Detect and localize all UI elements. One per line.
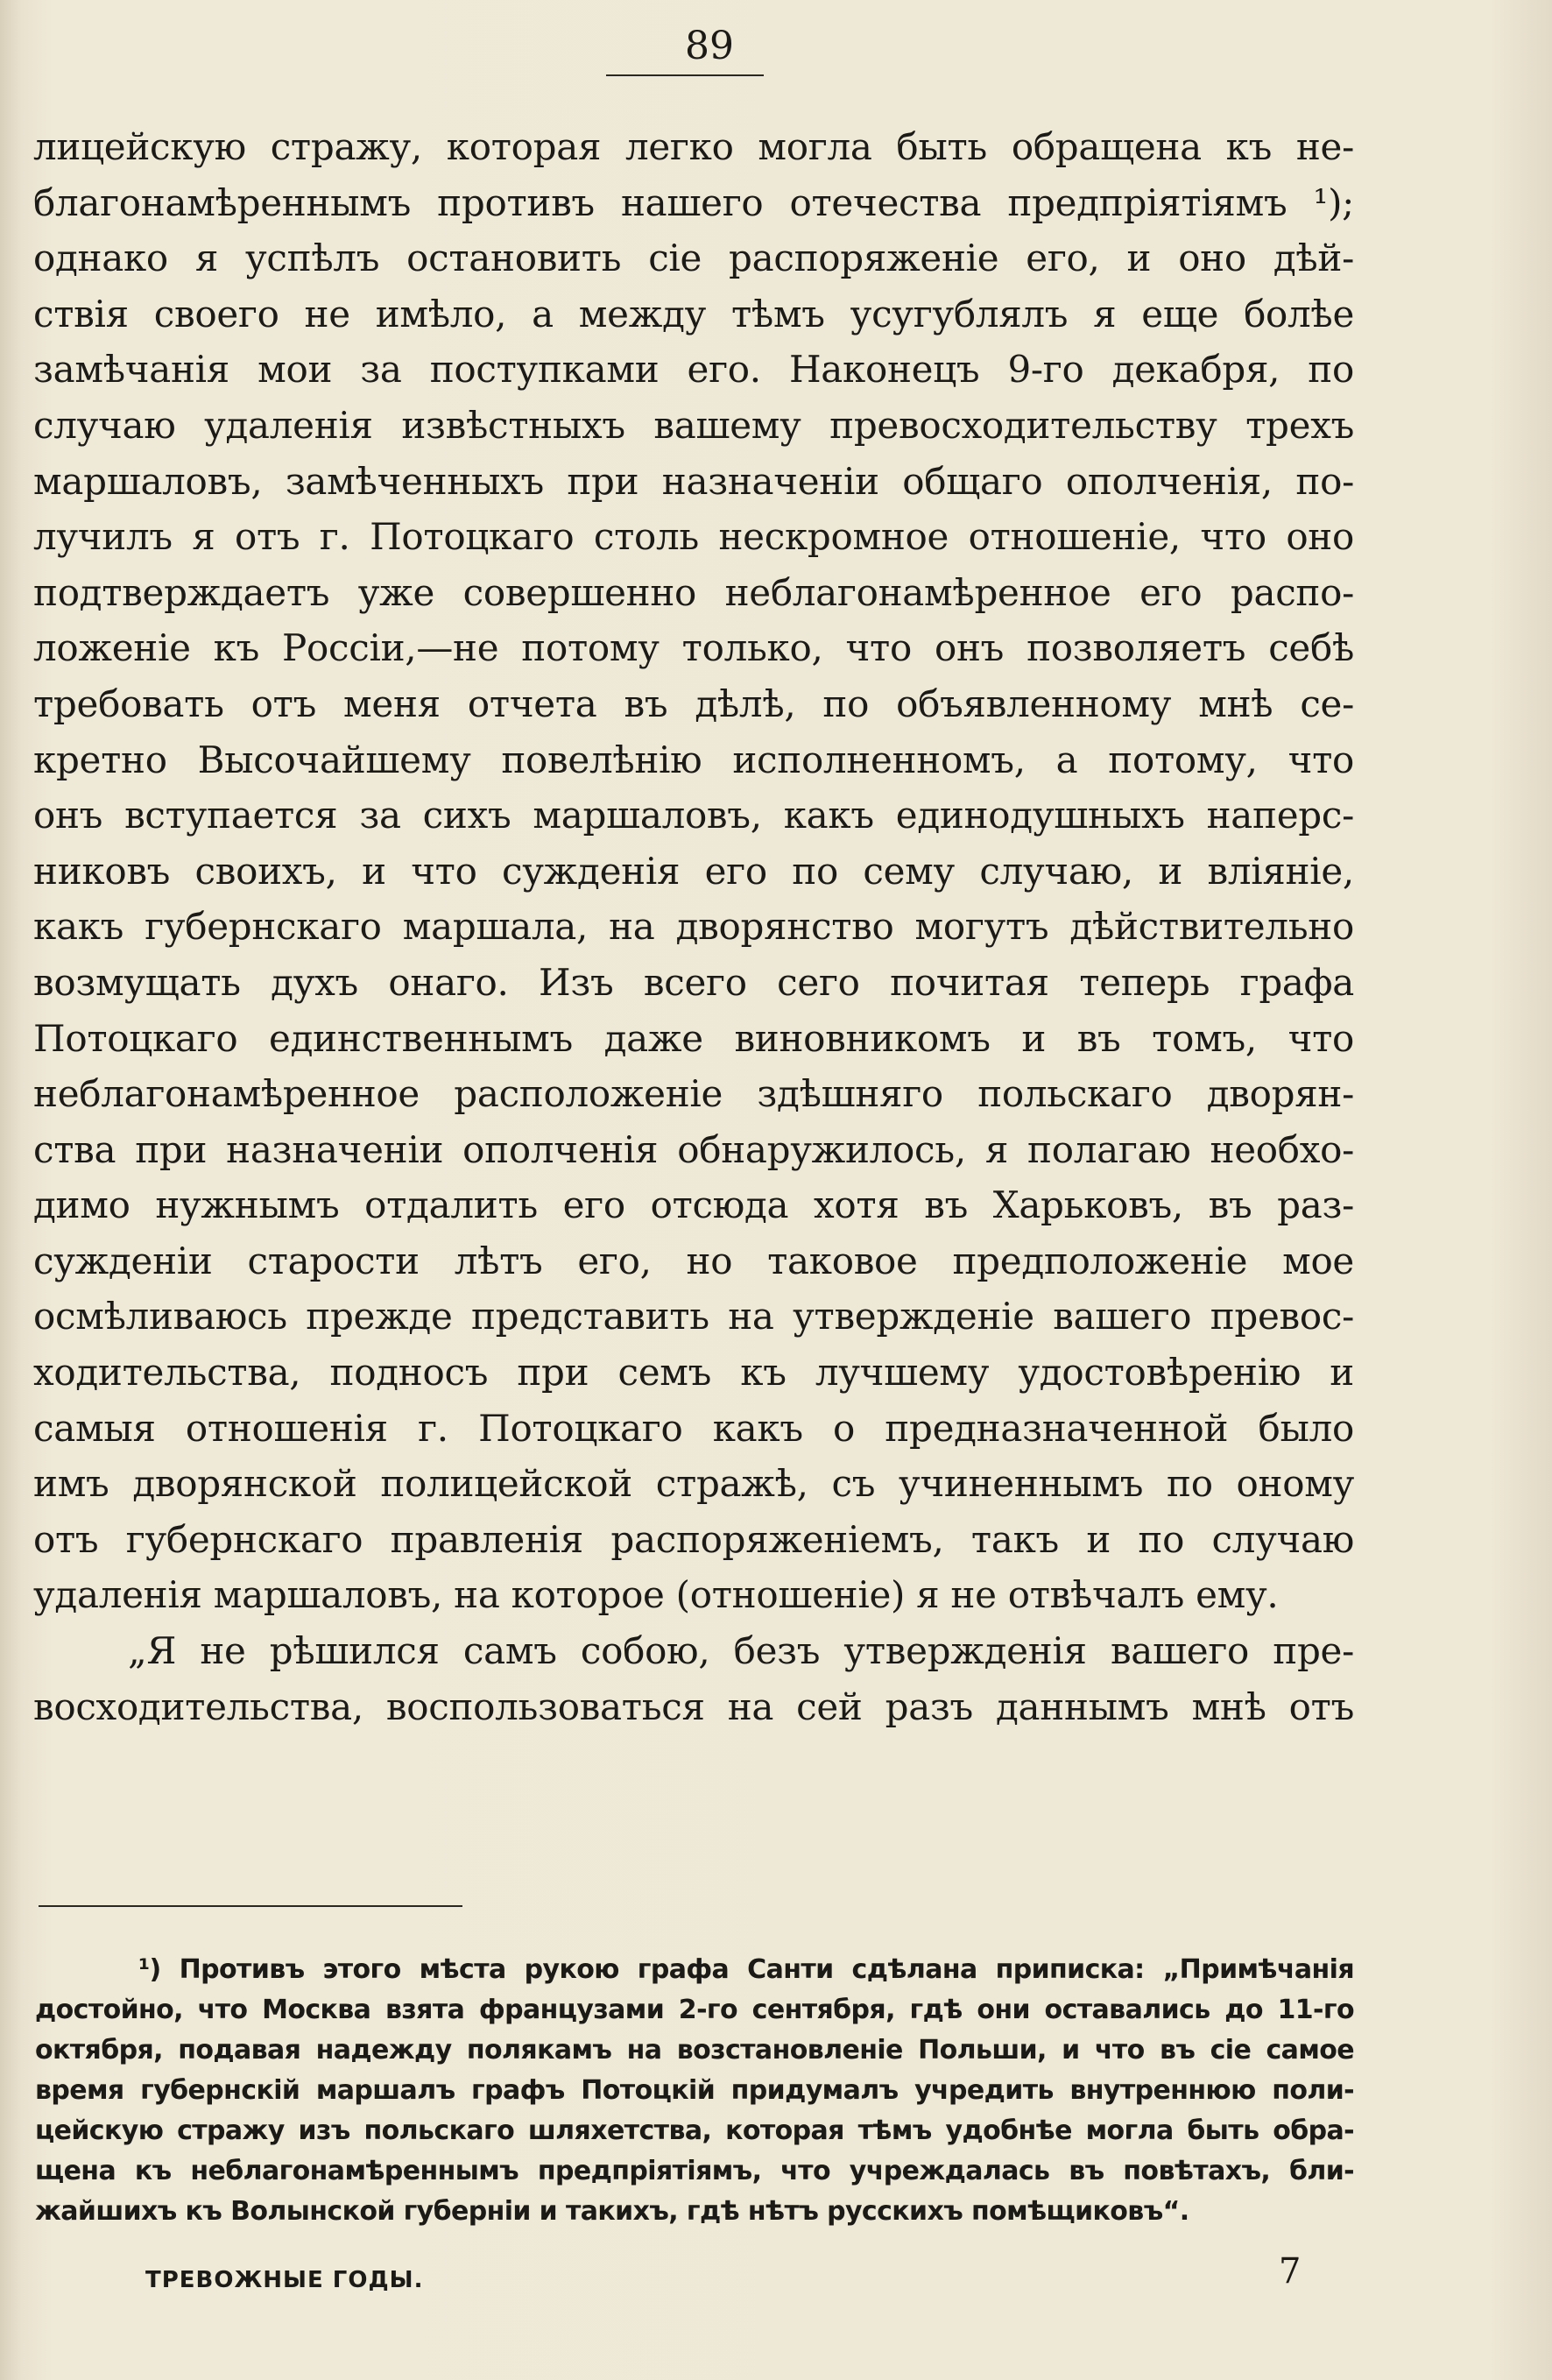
page-number: 89 bbox=[685, 24, 734, 68]
text-line: никовъ своихъ, и что сужденія его по сему случаю, и вліяніе, bbox=[33, 849, 1354, 893]
footnote-line: жайшихъ къ Волынской губерніи и такихъ, гдѣ нѣтъ русскихъ помѣщиковъ“. bbox=[35, 2196, 1189, 2227]
text-line: ства при назначеніи ополченія обнаружилось, я полагаю необхо- bbox=[33, 1127, 1354, 1171]
text-line: случаю удаленія извѣстныхъ вашему превосходительству трехъ bbox=[33, 403, 1354, 447]
signature-number: 7 bbox=[1279, 2251, 1302, 2292]
text-line: димо нужнымъ отдалить его отсюда хотя въ Харьковъ, въ раз- bbox=[33, 1183, 1354, 1227]
text-line: „Я не рѣшился самъ собою, безъ утвержденія вашего пре- bbox=[128, 1629, 1354, 1673]
text-line: однако я успѣлъ остановить сіе распоряженіе его, и оно дѣй- bbox=[33, 237, 1354, 280]
text-line: замѣчанія мои за поступками его. Наконецъ 9-го декабря, по bbox=[33, 348, 1354, 392]
text-line: имъ дворянской полицейской стражѣ, съ учиненнымъ по оному bbox=[33, 1462, 1354, 1506]
signature-title: ТРЕВОЖНЫЕ ГОДЫ. bbox=[145, 2267, 424, 2293]
text-line: самыя отношенія г. Потоцкаго какъ о предназначенной было bbox=[33, 1406, 1354, 1450]
text-line: подтверждаетъ уже совершенно неблагонамѣренное его распо- bbox=[33, 570, 1354, 614]
text-line: маршаловъ, замѣченныхъ при назначеніи общаго ополченія, по- bbox=[33, 459, 1354, 503]
footnote-line: цейскую стражу изъ польскаго шляхетства, которая тѣмъ удобнѣе могла быть обра- bbox=[35, 2115, 1354, 2146]
text-line: лицейскую стражу, которая легко могла быть обращена къ не- bbox=[33, 125, 1354, 168]
text-line: лучилъ я отъ г. Потоцкаго столь нескромное отношеніе, что оно bbox=[33, 515, 1354, 559]
main-text bbox=[33, 119, 1354, 1734]
page-number-rule bbox=[606, 74, 764, 76]
text-line: отъ губернскаго правленія распоряженіемъ, такъ и по случаю bbox=[33, 1517, 1354, 1561]
text-line: возмущать духъ онаго. Изъ всего сего почитая теперь графа bbox=[33, 960, 1354, 1004]
text-line: какъ губернскаго маршала, на дворянство могутъ дѣйствительно bbox=[33, 905, 1354, 949]
text-line: ствія своего не имѣло, а между тѣмъ усугублялъ я еще болѣе bbox=[33, 292, 1354, 335]
footnote-line: время губернскій маршалъ графъ Потоцкій придумалъ учредить внутреннюю поли- bbox=[35, 2075, 1354, 2106]
text-line: онъ вступается за сихъ маршаловъ, какъ единодушныхъ наперс- bbox=[33, 794, 1354, 837]
text-line: восходительства, воспользоваться на сей разъ даннымъ мнѣ отъ bbox=[33, 1684, 1354, 1728]
text-line: ложеніе къ Россіи,—не потому только, что онъ позволяетъ себѣ bbox=[33, 626, 1354, 670]
footnote-line: достойно, что Москва взята французами 2-го сентября, гдѣ они оставались до 11-го bbox=[35, 1995, 1354, 2025]
text-line: неблагонамѣренное расположеніе здѣшняго польскаго дворян- bbox=[33, 1072, 1354, 1116]
footnote-block bbox=[35, 1950, 1354, 2232]
footnote-rule bbox=[39, 1905, 462, 1907]
text-line: требовать отъ меня отчета въ дѣлѣ, по объявленному мнѣ се- bbox=[33, 682, 1354, 725]
text-line: благонамѣреннымъ противъ нашего отечества предпріятіямъ ¹); bbox=[33, 180, 1354, 224]
text-line: сужденіи старости лѣтъ его, но таковое предположеніе мое bbox=[33, 1239, 1354, 1282]
text-line: кретно Высочайшему повелѣнію исполненномъ, а потому, что bbox=[33, 738, 1354, 781]
text-line: ходительства, подносъ при семъ къ лучшему удостовѣренію и bbox=[33, 1351, 1354, 1395]
text-line: Потоцкаго единственнымъ даже виновникомъ и въ томъ, что bbox=[33, 1016, 1354, 1060]
footnote-line: ¹) Противъ этого мѣста рукою графа Санти сдѣлана приписка: „Примѣчанія bbox=[138, 1954, 1354, 1985]
footnote-line: щена къ неблагонамѣреннымъ предпріятіямъ, что учреждалась въ повѣтахъ, бли- bbox=[35, 2156, 1354, 2186]
footnote-line: октября, подавая надежду полякамъ на возстановленіе Польши, и что въ сіе самое bbox=[35, 2035, 1354, 2066]
text-line: удаленія маршаловъ, на которое (отношеніе) я не отвѣчалъ ему. bbox=[33, 1573, 1279, 1617]
text-line: осмѣливаюсь прежде представить на утвержденіе вашего превос- bbox=[33, 1295, 1354, 1338]
